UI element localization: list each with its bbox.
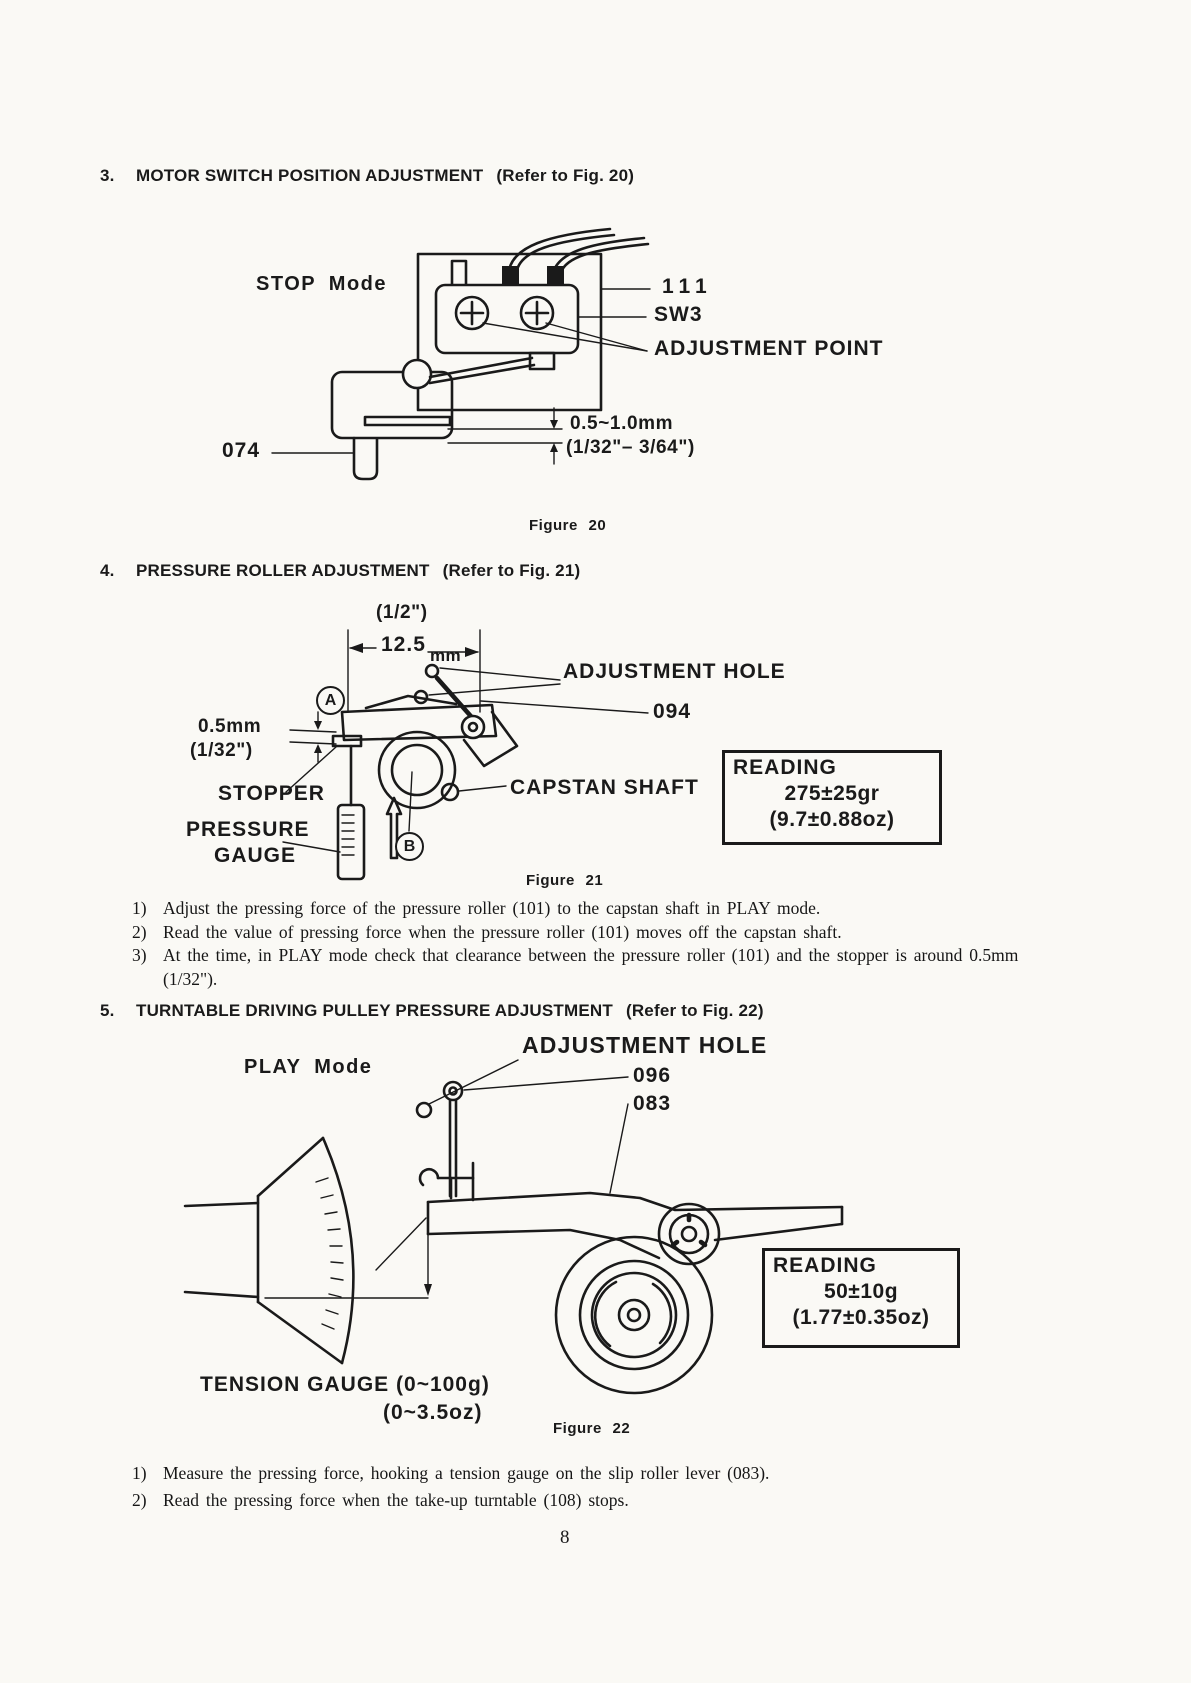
hook-diagonal [376, 1218, 426, 1270]
fig21-reading-box [722, 750, 942, 845]
step-number: 2) [132, 1490, 147, 1510]
section-4-heading [100, 561, 580, 581]
fig21-label-stopper: STOPPER [218, 782, 325, 805]
step-number: 2) [132, 921, 147, 942]
fig21-label-gauge: GAUGE [214, 844, 297, 867]
step-text: Read the value of pressing force when the pressure roller (101) moves off the capstan shaft. [163, 921, 842, 942]
section-4-number: 4. [100, 561, 115, 580]
adjustment-hole-circle [417, 1103, 431, 1117]
page-number: 8 [560, 1527, 570, 1548]
section-5-number: 5. [100, 1001, 115, 1020]
clearance-dimension [448, 408, 562, 464]
wires [509, 229, 648, 270]
section-3-fig-ref: (Refer to Fig. 20) [496, 166, 635, 185]
fig21-step-3 [132, 944, 1051, 991]
fig20-dim-imperial: (1/32"– 3/64") [566, 437, 695, 458]
step-number: 1) [132, 898, 147, 918]
actuator-notch [403, 360, 431, 388]
step-text: At the time, in PLAY mode check that clearance between the pressure roller (101) and the stopper is around 0.5mm (1/32"). [163, 945, 1019, 989]
fig22-reading-box [762, 1248, 960, 1348]
fig21-step-2 [132, 921, 1051, 945]
fig20-mode-label: STOP Mode [256, 273, 388, 295]
figure-21 [170, 600, 970, 895]
fig22-label-083: 083 [633, 1092, 672, 1115]
actuator-strip [365, 417, 450, 425]
fig21-dim-unit: mm [430, 646, 462, 665]
leader-capstan [459, 786, 506, 791]
step-text: Measure the pressing force, hooking a tension gauge on the slip roller lever (083). [163, 1463, 770, 1483]
fig22-mode-label: PLAY Mode [244, 1056, 373, 1078]
roller-to-b-line [409, 772, 412, 831]
fig20-label-111: 111 [662, 275, 713, 298]
switch-tab [452, 261, 466, 287]
fig21-marker-a: A [316, 686, 345, 715]
section-3-number: 3. [100, 166, 115, 185]
figure-22 [170, 1030, 970, 1450]
fig21-marker-b: B [395, 832, 424, 861]
leader-adjustment-hole [429, 1060, 518, 1104]
fig20-label-074: 074 [222, 439, 261, 462]
leader-094 [481, 701, 648, 713]
fig21-label-pressure: PRESSURE [186, 818, 310, 841]
fig21-dim-half-inch: (1/2") [376, 602, 428, 623]
fig21-caption: Figure 21 [526, 872, 604, 889]
hook-arrowhead [424, 1284, 432, 1296]
section-3-heading [100, 166, 634, 186]
fig21-label-capstan-shaft: CAPSTAN SHAFT [510, 776, 699, 799]
fig21-step-1 [132, 897, 1051, 921]
fig21-label-094: 094 [653, 700, 692, 723]
fig22-label-adjustment-hole: ADJUSTMENT HOLE [522, 1032, 768, 1058]
fig22-reading-alt: (1.77±0.35oz) [792, 1306, 930, 1329]
slip-roller-drawing [659, 1204, 719, 1264]
leader-adjhole-1 [440, 668, 560, 680]
tension-gauge-drawing [185, 1138, 353, 1363]
fig20-drawing [180, 225, 970, 535]
fig22-reading-title: READING [773, 1254, 877, 1277]
fig22-caption: Figure 22 [553, 1420, 631, 1437]
section-4-title: PRESSURE ROLLER ADJUSTMENT [136, 561, 430, 580]
step-text: Adjust the pressing force of the pressure roller (101) to the capstan shaft in PLAY mode. [163, 898, 821, 918]
screw-left-icon [456, 297, 488, 329]
pressure-gauge-body [338, 805, 364, 879]
step-number: 1) [132, 1463, 147, 1483]
actuator-foot [354, 438, 377, 479]
fig21-dim-left-metric: 0.5mm [198, 716, 262, 737]
section-3-title: MOTOR SWITCH POSITION ADJUSTMENT [136, 166, 484, 185]
fig21-dim-left-imperial: (1/32") [190, 740, 253, 761]
fig22-label-tension-gauge-alt: (0~3.5oz) [383, 1401, 483, 1424]
section-5-heading [100, 1001, 764, 1021]
fig22-reading-value: 50±10g [823, 1280, 899, 1303]
switch-bottom-tab [530, 353, 554, 369]
step-number: 3) [132, 945, 147, 965]
fig20-dim-metric: 0.5~1.0mm [570, 413, 674, 434]
fig20-caption: Figure 20 [529, 517, 607, 534]
fig22-label-tension-gauge: TENSION GAUGE (0~100g) [200, 1373, 490, 1396]
dim-0-5mm [290, 712, 336, 762]
section-4-fig-ref: (Refer to Fig. 21) [442, 561, 581, 580]
adjustment-hole-1 [426, 665, 438, 677]
step-text: Read the pressing force when the take-up turntable (108) stops. [163, 1490, 629, 1510]
fig21-reading-title: READING [733, 756, 837, 779]
fig21-steps [132, 897, 1051, 991]
section-5-title: TURNTABLE DRIVING PULLEY PRESSURE ADJUSTMENT [136, 1001, 613, 1020]
fig21-reading-value: 275±25gr [784, 782, 880, 805]
leader-083 [610, 1104, 628, 1193]
fig21-dim-value: 12.5 [381, 633, 426, 656]
fig21-reading-alt: (9.7±0.88oz) [769, 808, 895, 831]
fig22-label-096: 096 [633, 1064, 672, 1087]
fig22-steps [132, 1460, 1051, 1514]
pressure-roller-inner [392, 745, 442, 795]
turntable-drawing [556, 1237, 712, 1393]
fig21-label-adjustment-hole: ADJUSTMENT HOLE [563, 660, 786, 683]
slip-roller-lever-drawing [420, 1163, 842, 1258]
fig20-label-sw3: SW3 [654, 303, 703, 326]
fig22-step-1 [132, 1460, 1051, 1487]
section-5-fig-ref: (Refer to Fig. 22) [625, 1001, 764, 1020]
pressure-roller-lever [342, 696, 517, 766]
leader-096 [464, 1077, 628, 1090]
fig20-label-adjustment-point: ADJUSTMENT POINT [654, 337, 884, 360]
figure-20 [180, 225, 970, 535]
fig22-step-2 [132, 1487, 1051, 1514]
